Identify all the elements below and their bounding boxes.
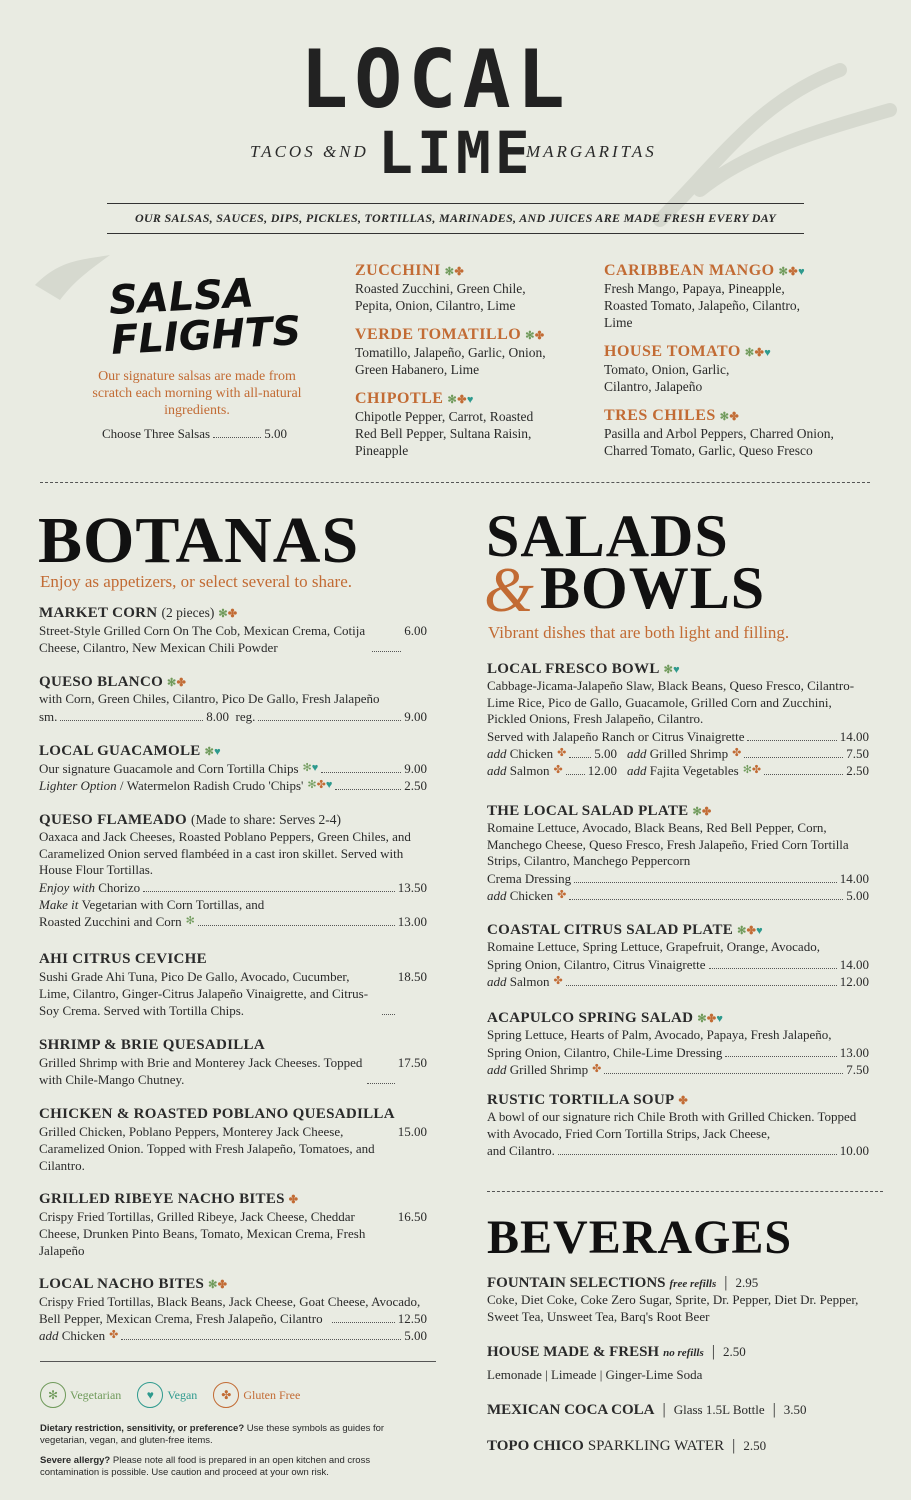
fresh-banner: OUR SALSAS, SAUCES, DIPS, PICKLES, TORTILLAS, MARINADES, AND JUICES ARE MADE FRESH EVERY DAY bbox=[134, 211, 777, 225]
menu-item-coastal-citrus-salad: COASTAL CITRUS SALAD PLATE ✻✤♥ Romaine Lettuce, Spring Lettuce, Grapefruit, Orange, Avocado, Spring Onion, Cilantro, Citrus Vinaigrette 14.00 add Salmon ✤ 12.00 bbox=[487, 922, 869, 989]
beverage-topo-chico: TOPO CHICO SPARKLING WATER | 2.50 bbox=[487, 1437, 767, 1454]
salsa-tres-chiles: TRES CHILES ✻✤ Pasilla and Arbol Peppers, Charred Onion, Charred Tomato, Garlic, Queso Fresco bbox=[604, 407, 834, 458]
beverages-title: BEVERAGES bbox=[487, 1211, 793, 1264]
botanas-title: BOTANAS bbox=[38, 504, 360, 577]
menu-item-acapulco-spring-salad: ACAPULCO SPRING SALAD ✻✤♥ Spring Lettuce, Hearts of Palm, Avocado, Papaya, Fresh Jalapeño, Spring Onion, Cilantro, Chile-Lime Dressing 13.00 add Grilled Shrimp ✤ 7.50 bbox=[487, 1010, 869, 1077]
salsa-flights-price: Choose Three Salsas 5.00 bbox=[102, 426, 287, 441]
menu-item-chicken-poblano-quesadilla: CHICKEN & ROASTED POBLANO QUESADILLA Grilled Chicken, Poblano Peppers, Monterey Jack Cheese, Caramelized Onion. Topped with Fresh Jalapeño, Tomatoes, and Cilantro. 15.00 bbox=[39, 1106, 427, 1173]
tagline-right: MARGARITAS bbox=[526, 142, 657, 161]
logo-lime: LIME bbox=[378, 119, 534, 187]
vegan-icon: ♥ bbox=[137, 1382, 163, 1408]
divider bbox=[107, 233, 804, 234]
bowls-title: BOWLS bbox=[540, 555, 766, 621]
salsa-caribbean-mango: CARIBBEAN MANGO ✻✤♥ Fresh Mango, Papaya, Pineapple, Roasted Tomato, Jalapeño, Cilantro, Lime bbox=[604, 262, 806, 330]
menu-item-local-salad-plate: THE LOCAL SALAD PLATE ✻✤ Romaine Lettuce, Avocado, Black Beans, Red Bell Pepper, Corn, Manchego Cheese, Queso Fresco, Fresh Jalapeño, Fried Corn Tortilla Strips, Cilantro, Manchego Peppercorn Crema Dressing 14.00 add Chicken ✤ 5.00 bbox=[487, 803, 869, 903]
divider bbox=[40, 1361, 436, 1362]
divider bbox=[107, 203, 804, 204]
salsa-verde-tomatillo: VERDE TOMATILLO ✻✤ Tomatillo, Jalapeño, Garlic, Onion, Green Habanero, Lime bbox=[355, 326, 546, 377]
salsa-flights-title: SALSA FLIGHTS bbox=[107, 270, 303, 364]
divider bbox=[487, 1191, 883, 1192]
menu-item-local-fresco-bowl: LOCAL FRESCO BOWL ✻♥ Cabbage-Jicama-Jalapeño Slaw, Black Beans, Queso Fresco, Cilantro-Lime Rice, Pico de Gallo, Guacamole, Grilled Corn and Zucchini, Pickled Onions, Fresh Jalapeño, Cilantro. Served with Jalapeño Ranch or Citrus Vinaigrette 14.00 add Chicken ✤ 5.00 add Grilled Shrimp ✤ 7.50 add Salmon ✤ 12.00 add Fajita Vegetables ✻✤ 2.50 bbox=[487, 661, 869, 778]
botanas-subtitle: Enjoy as appetizers, or select several to share. bbox=[40, 572, 353, 591]
bird-decoration bbox=[30, 250, 120, 310]
menu-item-ahi-citrus-ceviche: AHI CITRUS CEVICHE Sushi Grade Ahi Tuna, Pico De Gallo, Avocado, Cucumber, Lime, Cilantro, Ginger-Citrus Jalapeño Vinaigrette, and Citrus-Soy Crema. Served with Tortilla Chips. 18.50 bbox=[39, 951, 427, 1018]
dietary-note: Dietary restriction, sensitivity, or preference? Use these symbols as guides for vegetarian, vegan, and gluten-free items. bbox=[40, 1423, 385, 1446]
menu-item-queso-flameado: QUESO FLAMEADO (Made to share: Serves 2-4) Oaxaca and Jack Cheeses, Roasted Poblano Peppers, Green Chiles, and Caramelized Onion served flambéed in a cast iron skillet. Served with House Flour Tortillas. Enjoy with Chorizo 13.50 Make it Vegetarian with Corn Tortillas, and Roasted Zucchini and Corn ✻ 13.00 bbox=[39, 812, 427, 929]
dietary-legend: ✻ Vegetarian ♥ Vegan ✤ Gluten Free bbox=[40, 1382, 440, 1408]
menu-item-local-guacamole: LOCAL GUACAMOLE ✻♥ Our signature Guacamole and Corn Tortilla Chips ✻♥ 9.00 Lighter Option / Watermelon Radish Crudo 'Chips' ✻✤♥ 2.50 bbox=[39, 743, 427, 793]
menu-item-rustic-tortilla-soup: RUSTIC TORTILLA SOUP ✤ A bowl of our signature rich Chile Broth with Grilled Chicken. Topped with Avocado, Fried Corn Tortilla Strips, Jack Cheese, and Cilantro. 10.00 bbox=[487, 1092, 869, 1158]
lime-swirl-decoration bbox=[640, 40, 900, 240]
salsa-chipotle: CHIPOTLE ✻✤♥ Chipotle Pepper, Carrot, Roasted Red Bell Pepper, Sultana Raisin, Pineapple bbox=[355, 390, 534, 458]
menu-item-local-nacho-bites: LOCAL NACHO BITES ✻✤ Crispy Fried Tortillas, Black Beans, Jack Cheese, Goat Cheese, Avocado, Bell Pepper, Mexican Crema, Fresh Jalapeño, Cilantro 12.50 add Chicken ✤ 5.00 bbox=[39, 1276, 427, 1343]
salsa-zucchini: ZUCCHINI ✻✤ Roasted Zucchini, Green Chile, Pepita, Onion, Cilantro, Lime bbox=[355, 262, 526, 313]
salads-subtitle: Vibrant dishes that are both light and filling. bbox=[488, 623, 790, 642]
menu-item-shrimp-brie-quesadilla: SHRIMP & BRIE QUESADILLA Grilled Shrimp with Brie and Monterey Jack Cheeses. Topped with Chile-Mango Chutney. 17.50 bbox=[39, 1037, 427, 1087]
beverage-mexican-coca-cola: MEXICAN COCA COLA | Glass 1.5L Bottle | 3.50 bbox=[487, 1401, 807, 1418]
tagline-left: TACOS &ND bbox=[250, 142, 369, 161]
allergy-note: Severe allergy? Please note all food is prepared in an open kitchen and cross contamination is possible. Use caution and proceed at your own risk. bbox=[40, 1455, 371, 1478]
divider bbox=[40, 482, 870, 483]
salsa-house-tomato: HOUSE TOMATO ✻✤♥ Tomato, Onion, Garlic, Cilantro, Jalapeño bbox=[604, 343, 772, 394]
beverage-house-made: HOUSE MADE & FRESH no refills | 2.50 Lemonade | Limeade | Ginger-Lime Soda bbox=[487, 1343, 746, 1382]
menu-item-ribeye-nacho-bites: GRILLED RIBEYE NACHO BITES ✤ Crispy Fried Tortillas, Grilled Ribeye, Jack Cheese, Cheddar Cheese, Drunken Pinto Beans, Tomato, Mexican Crema, Fresh Jalapeño 16.50 bbox=[39, 1191, 427, 1258]
beverage-fountain: FOUNTAIN SELECTIONS free refills | 2.95 Coke, Diet Coke, Coke Zero Sugar, Sprite, Dr. Pepper, Diet Dr. Pepper, Sweet Tea, Unsweet Tea, Barq's Root Beer bbox=[487, 1274, 859, 1324]
salsa-flights-description: Our signature salsas are made from scratch each morning with all-natural ingredients. bbox=[92, 369, 302, 418]
logo-local: LOCAL bbox=[300, 33, 571, 126]
salads-title: SALADS bbox=[486, 503, 729, 569]
gluten-free-icon: ✤ bbox=[213, 1382, 239, 1408]
menu-item-queso-blanco: QUESO BLANCO ✻✤ with Corn, Green Chiles, Cilantro, Pico De Gallo, Fresh Jalapeño sm. 8.00 reg. 9.00 bbox=[39, 674, 427, 724]
menu-item-market-corn: MARKET CORN (2 pieces) ✻✤ Street-Style Grilled Corn On The Cob, Mexican Crema, Cotija Cheese, Cilantro, New Mexican Chili Powder 6.00 bbox=[39, 605, 427, 655]
ampersand: & bbox=[484, 554, 534, 625]
vegetarian-icon: ✻ bbox=[40, 1382, 66, 1408]
